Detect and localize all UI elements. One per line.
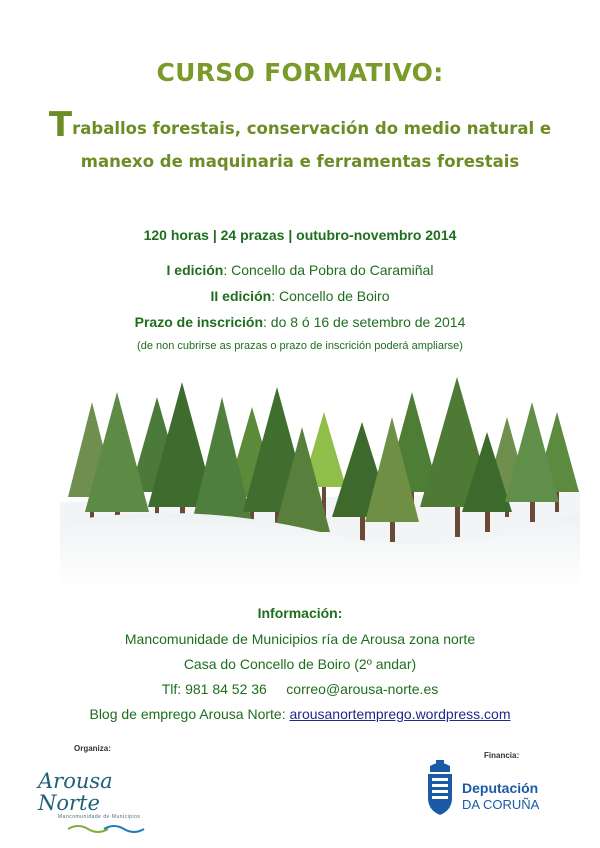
info-address: Casa do Concello de Boiro (2º andar) xyxy=(183,656,417,672)
subtitle-line-2: manexo de maquinaria e ferramentas forestais xyxy=(80,152,520,171)
coat-of-arms-icon xyxy=(422,758,458,818)
subtitle-line-1 xyxy=(20,105,580,145)
subtitle-line-1-rest: raballos forestais, conservación do medio natural e xyxy=(72,119,552,138)
arousa-norte-logo-text: Arousa Norte xyxy=(38,769,113,815)
arousa-norte-logo xyxy=(38,769,168,820)
edition-1 xyxy=(0,262,600,278)
deadline-value: : do 8 ó 16 de setembro de 2014 xyxy=(263,314,466,330)
edition-1-label: I edición xyxy=(166,262,224,278)
wave-icon xyxy=(68,823,148,833)
edition-1-value: : Concello da Pobra do Caramiñal xyxy=(223,262,434,278)
blog-link[interactable]: arousanortemprego.wordpress.com xyxy=(289,706,511,722)
info-email[interactable]: correo@arousa-norte.es xyxy=(286,681,439,697)
info-contact xyxy=(0,681,600,697)
course-title: CURSO FORMATIVO: xyxy=(156,58,444,87)
info-organization: Mancomunidade de Municipios ría de Arousa zona norte xyxy=(124,631,476,647)
deputacion-logo-line-1: Deputación xyxy=(462,780,539,796)
financia-label: Financia: xyxy=(484,751,520,760)
edition-2-label: II edición xyxy=(210,288,272,304)
organiza-label: Organiza: xyxy=(74,744,111,753)
info-heading: Información: xyxy=(257,605,343,621)
deadline-label: Prazo de inscrición xyxy=(134,314,263,330)
forest-illustration xyxy=(60,372,580,587)
course-summary: 120 horas | 24 prazas | outubro-novembro 2014 xyxy=(143,227,457,243)
edition-2-value: : Concello de Boiro xyxy=(271,288,390,304)
registration-deadline xyxy=(0,314,600,330)
edition-2 xyxy=(0,288,600,304)
info-blog xyxy=(0,706,600,722)
deputacion-logo-line-2: DA CORUÑA xyxy=(462,797,540,812)
info-phone: Tlf: 981 84 52 36 xyxy=(161,681,267,697)
blog-label: Blog de emprego Arousa Norte: xyxy=(89,706,290,722)
course-subtitle xyxy=(20,105,580,178)
deadline-note: (de non cubrirse as prazas o prazo de inscrición poderá ampliarse) xyxy=(137,340,463,352)
deputacion-logo xyxy=(422,758,550,818)
subtitle-initial: T xyxy=(48,105,73,145)
arousa-norte-logo-sub: Mancomunidade de Municipios xyxy=(58,814,141,820)
